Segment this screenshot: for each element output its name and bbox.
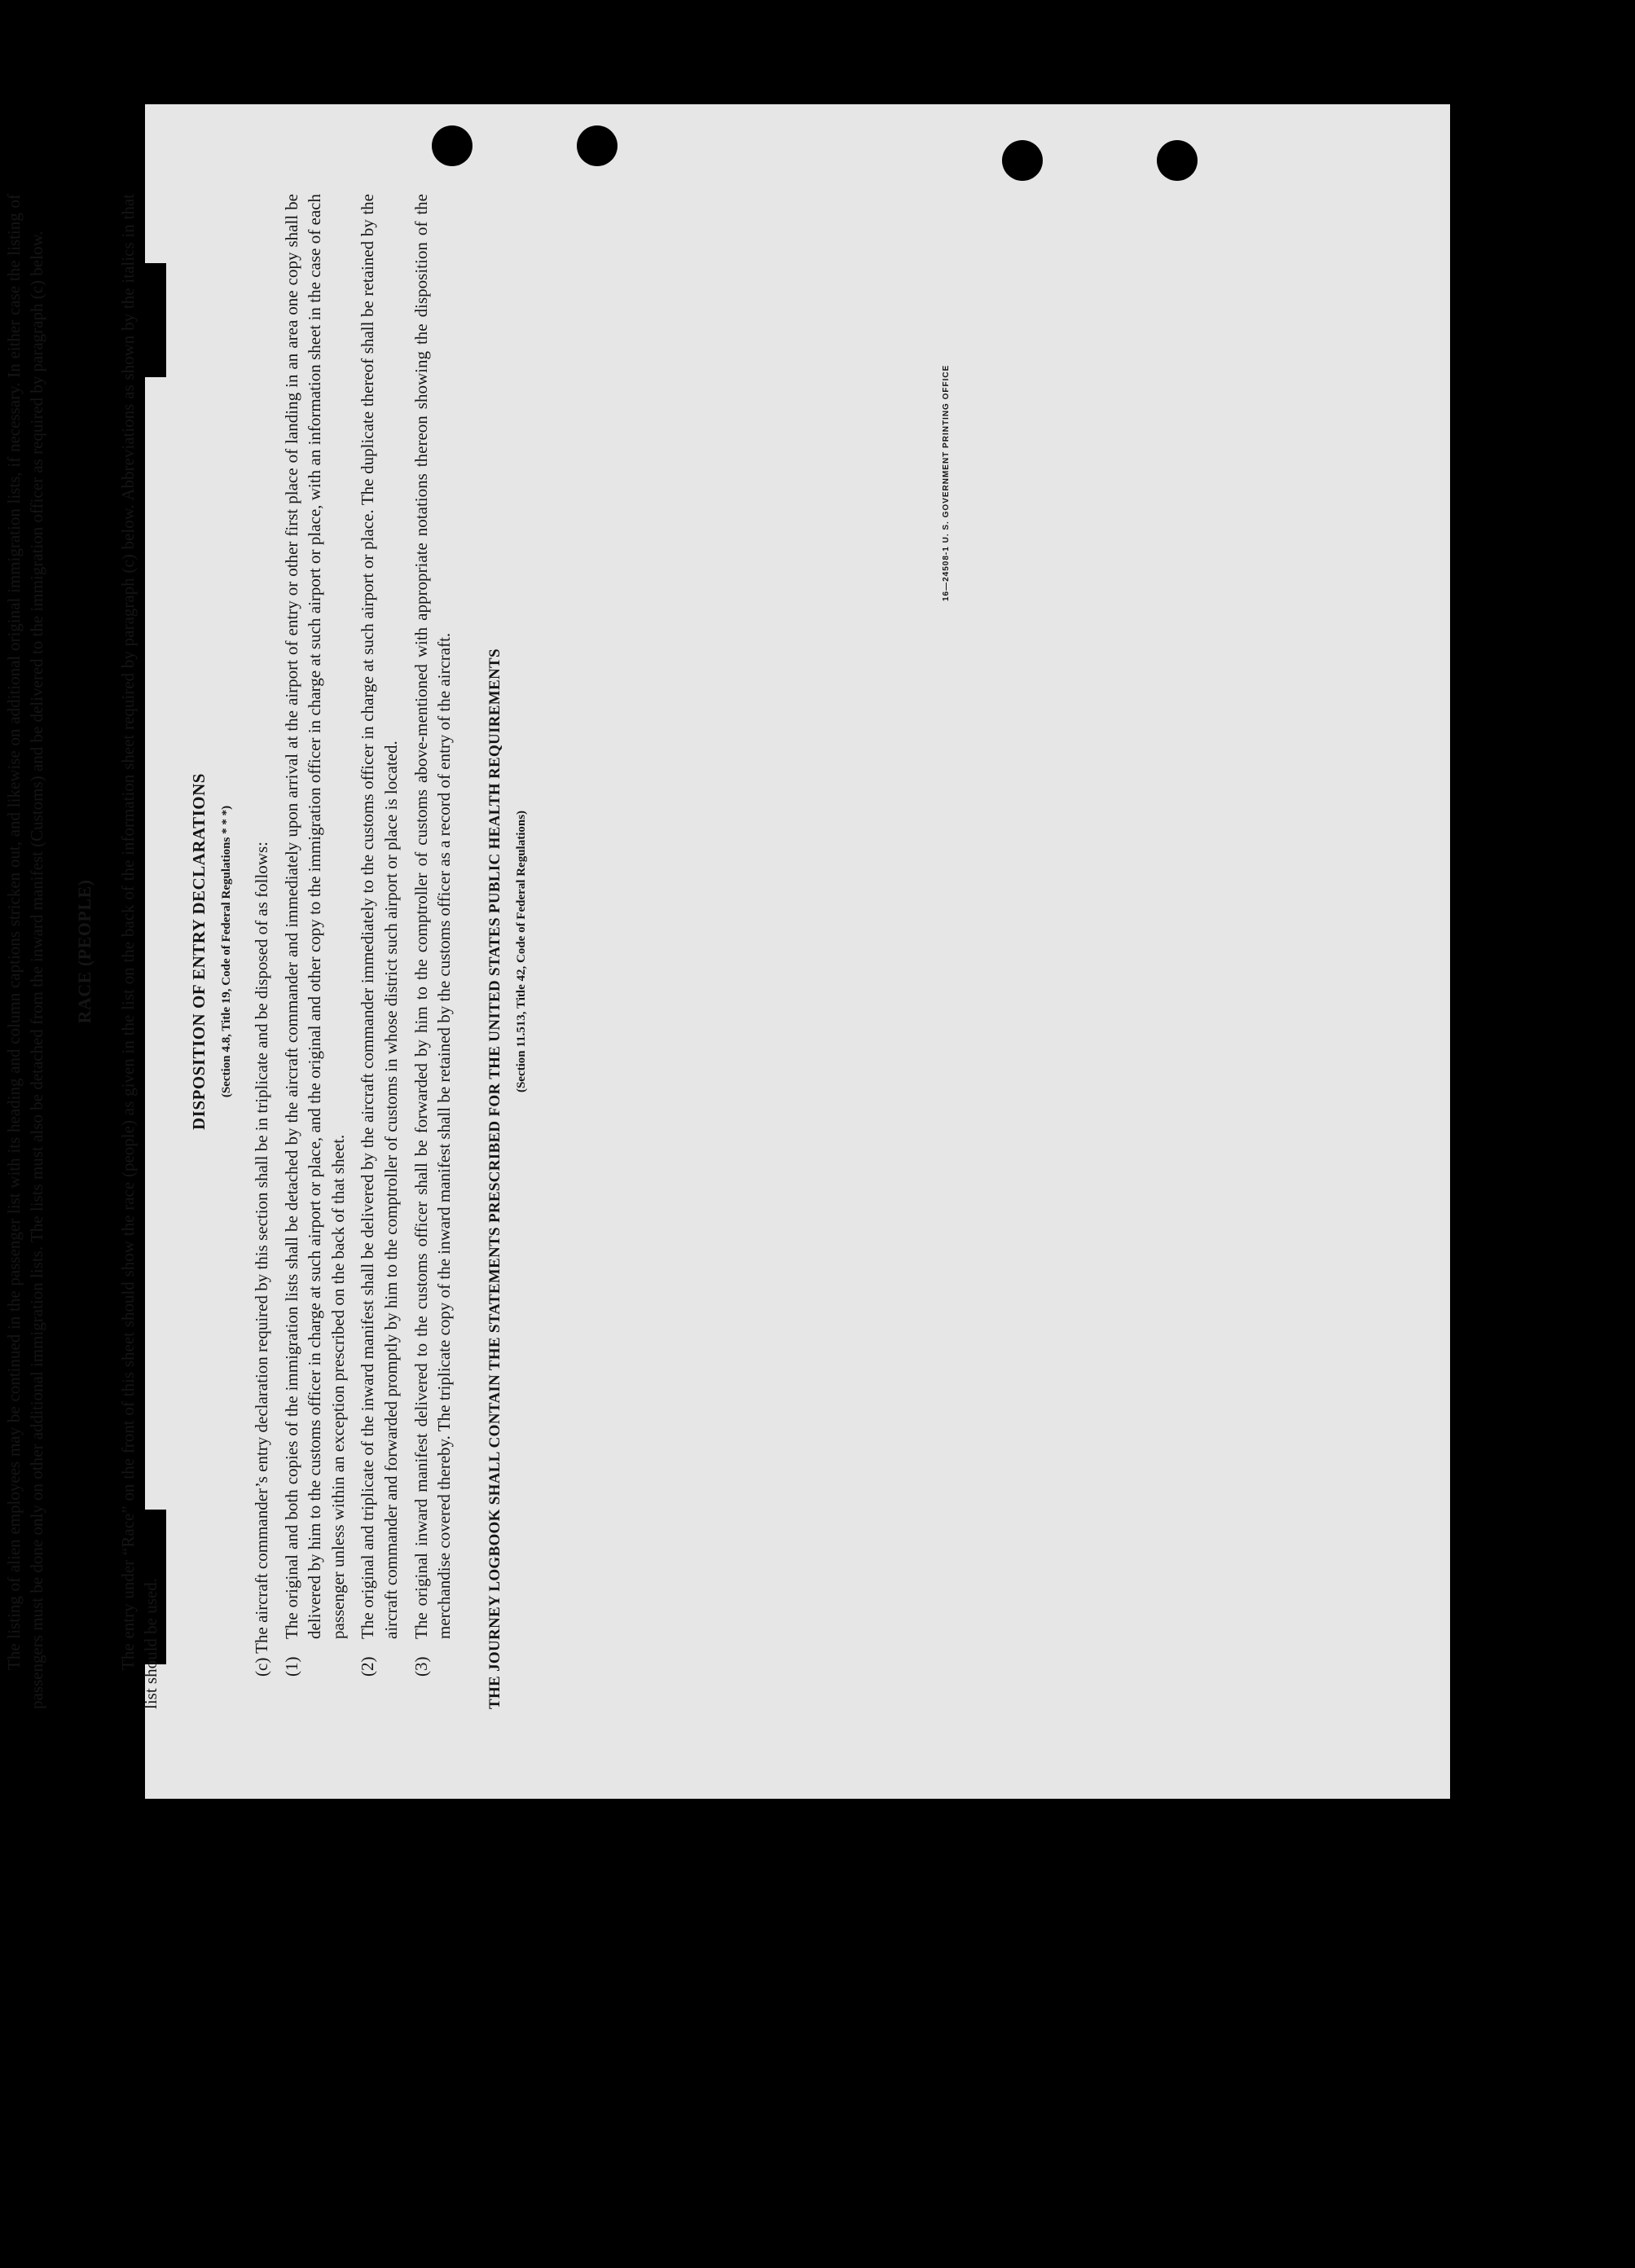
- printer-mark: 16—24508-1 U. S. GOVERNMENT PRINTING OFFICE: [942, 364, 951, 601]
- instructions-content: [0, 194, 534, 1709]
- punch-hole-4: [1157, 140, 1198, 181]
- list-item-number: (3): [411, 1656, 431, 1677]
- footer-statement: THE JOURNEY LOGBOOK SHALL CONTAIN THE STATEMENTS PRESCRIBED FOR THE UNITED STATES PUBLIC HEALTH REQUIREMENTS: [486, 648, 503, 1709]
- list-item: [280, 194, 350, 1709]
- list-item-number: (1): [281, 1656, 301, 1677]
- disposition-citation: (Section 4.8, Title 19, Code of Federal Regulations * * *): [220, 805, 234, 1098]
- list-item-text: The original and triplicate of the inward manifest shall be delivered by the aircraft commander immediately to the customs officer in charge at such airport or place. The duplicate thereof shall be retained by the aircraft commander and forwarded promptly by him to the comptroller of customs in whose district such airport or place is located.: [358, 194, 401, 1639]
- document-page: [3, 104, 1450, 1799]
- footer-citation: (Section 11.513, Title 42, Code of Federal Regulations): [515, 810, 529, 1093]
- list-item-text: The original inward manifest delivered to the customs officer shall be forwarded by him to the comptroller of customs above-mentioned with appropriate notations thereon showing the disposition of the merchandise covered thereby. The triplicate copy of the inward manifest shall be retained by the customs officer as a record of entry of the aircraft.: [411, 194, 455, 1639]
- section-heading-disposition: DISPOSITION OF ENTRY DECLARATIONS: [188, 773, 209, 1130]
- list-item-text: The original and both copies of the immigration lists shall be detached by the aircraft commander and immediately upon arrival at the airport of entry or other first place of landing in an area one copy shall be delivered by him to the customs officer in charge at such airport or place, and the original and other copy to the immigration officer in charge at such airport or place, with an information sheet in the case of each passenger unless within an exception prescribed on the back of that sheet.: [281, 194, 348, 1639]
- paragraph-alien-employees: The listing of alien employees may be continued in the passenger list with its heading and column captions stricken out, and likewise on additional original immigration lists, if necessary. In either case the listing of passengers must be done only on other additional immigration lists. The lists must also be detached from the inward manifest (Customs) and be delivered to the immigration officer as required by paragraph (c) below.: [3, 194, 47, 1709]
- list-item-number: (2): [358, 1656, 378, 1677]
- rotated-text-block: [0, 137, 1033, 1766]
- list-item: [356, 194, 402, 1709]
- paragraph-race-entry: The entry under “Race” on the front of this sheet should show the race (people) as given in the list on the back of the information sheet required by paragraph (c) below. Abbreviations as shown by the italics in that list should be used.: [117, 194, 161, 1709]
- section-heading-race: RACE (PEOPLE): [73, 879, 94, 1024]
- list-item: [410, 194, 456, 1709]
- paragraph-c-intro: (c) The aircraft commander’s entry declaration required by this section shall be in triplicate and be disposed of as follows:: [251, 842, 271, 1677]
